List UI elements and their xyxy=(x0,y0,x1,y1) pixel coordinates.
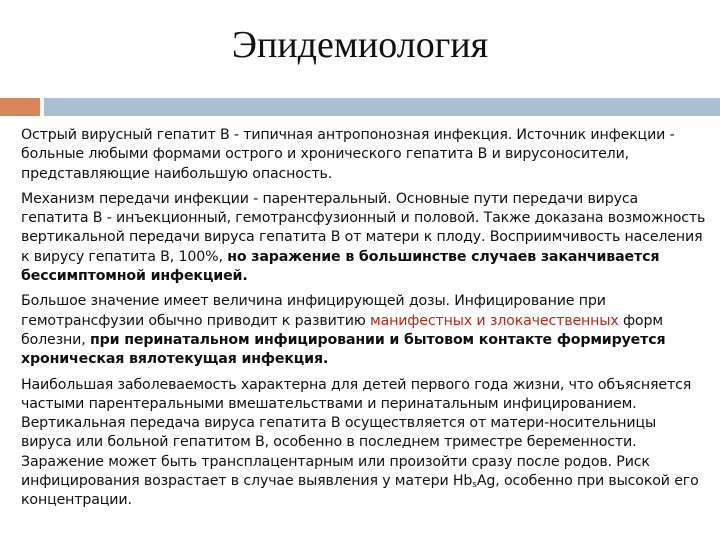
bold-statement: но заражение в большинстве случаев заканчивается бессимптомной инфекцией. xyxy=(21,248,660,285)
slide-title: Эпидемиология xyxy=(231,24,489,66)
paragraph-transmission xyxy=(21,190,707,286)
paragraph-text: Острый вирусный гепатит В - типичная антропонозная инфекция. Источник инфекции - больные любыми формами острого и хронического гепатита В и вирусоносители, представляющие наибольшую опасность. xyxy=(21,127,675,182)
subscript: s xyxy=(472,480,477,491)
paragraph-source xyxy=(21,126,707,184)
paragraph-dose xyxy=(21,292,707,369)
paragraph-text: Механизм передачи инфекции - парентеральный. Основные пути передачи вируса гепатита В - инъекционный, гемотрансфузионный и половой. Также доказана возможность вертикальной передачи вируса гепатита В от матери к плоду. Восприимчивость населения к вирусу гепатита В, 100%, xyxy=(21,190,706,265)
paragraph-text: Большое значение имеет величина инфицирующей дозы. Инфицирование при гемотрансфузии обычно приводит к развитию xyxy=(21,293,606,329)
accent-bar xyxy=(0,98,40,116)
header-bar xyxy=(44,98,720,116)
paragraph-text: Ag, особенно при высокой его концентрации. xyxy=(21,473,699,509)
bold-statement: при перинатальном инфицировании и бытовом контакте формируется хроническая вялотекущая инфекция. xyxy=(21,331,666,368)
paragraph-text: Наибольшая заболеваемость характерна для детей первого года жизни, что объясняется частыми парентеральными вмешательствами и перинатальным инфицированием. Вертикальная передача вируса гепатита В осуществляется от матери-носительницы вируса или больной гепатитом В, особенно в последнем триместре беременности. Заражение может быть трансплацентарным или произойти сразу после родов. Риск инфицирования возрастает в случае выявления у матери Hb xyxy=(21,376,692,490)
paragraph-incidence xyxy=(21,376,707,511)
highlighted-phrase: манифестных и злокачественных xyxy=(370,312,619,329)
slide-body xyxy=(21,126,707,517)
paragraph-text: форм болезни, xyxy=(21,312,663,348)
